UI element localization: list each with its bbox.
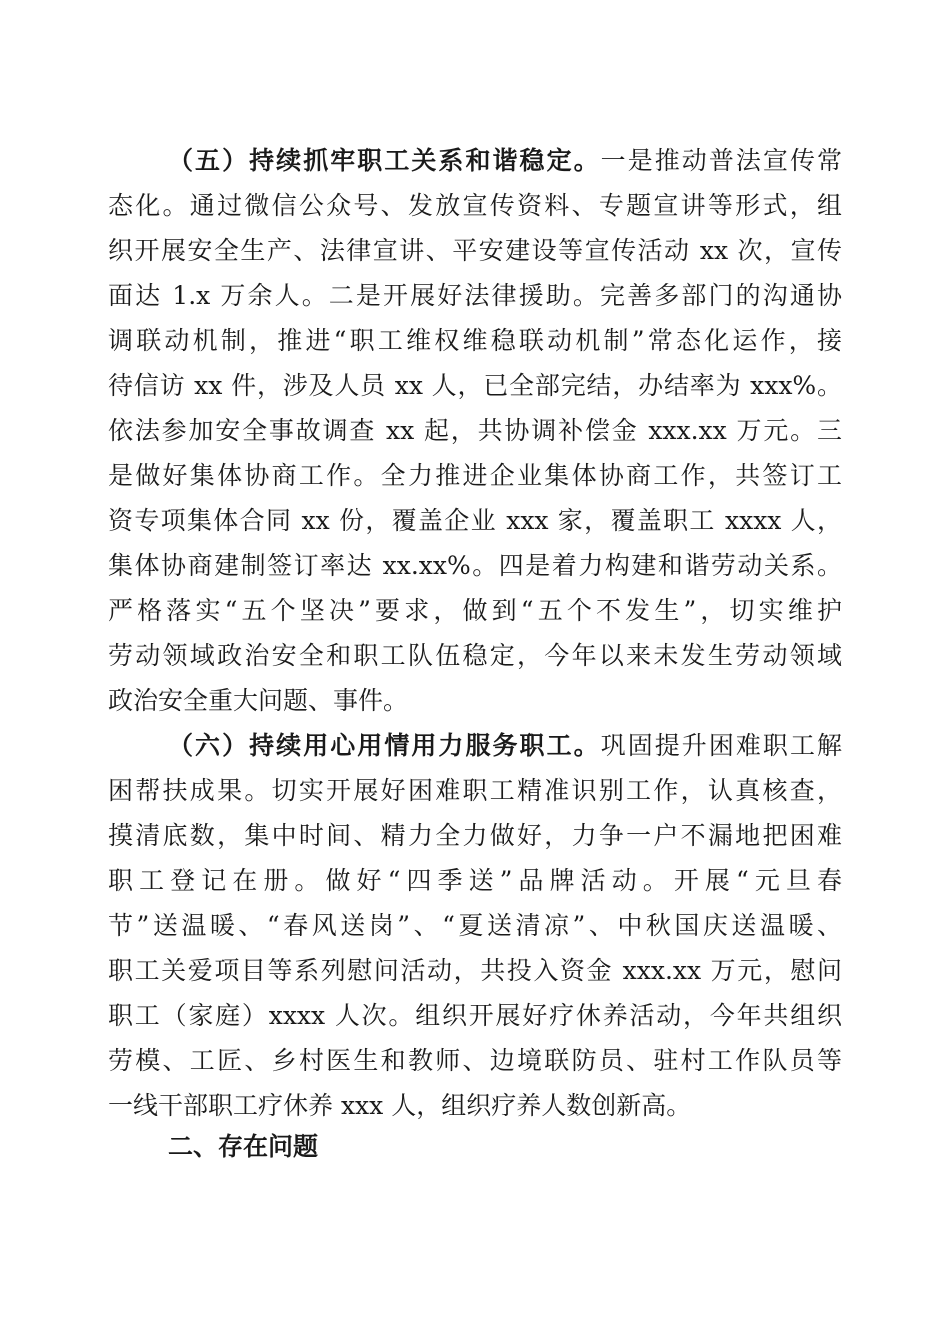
section-6-line-7: 职工（家庭）xxxx 人次。组织开展好疗休养活动，今年共组织 [108,1001,842,1030]
section-5-line-11: 严格落实“五个坚决”要求，做到“五个不发生”，切实维护 [108,596,842,625]
section-5-line-13: 政治安全重大问题、事件。 [108,686,409,715]
section-5-line-6: 待信访 xx 件，涉及人员 xx 人，已全部完结，办结率为 xxx%。 [108,371,842,400]
section-6-line-2: 困帮扶成果。切实开展好困难职工精准识别工作，认真核查， [108,776,842,805]
section-6-heading: （六）持续用心用情用力服务职工。 [168,731,601,760]
section-5-line-12: 劳动领域政治安全和职工队伍稳定，今年以来未发生劳动领域 [108,641,842,670]
section-6-line-1: （六）持续用心用情用力服务职工。巩固提升困难职工解 [168,731,842,760]
section-5-line-3: 织开展安全生产、法律宣讲、平安建设等宣传活动 xx 次，宣传 [108,236,842,265]
section-5-line-4: 面达 1.x 万余人。二是开展好法律援助。完善多部门的沟通协 [108,281,842,310]
section-5-line-8: 是做好集体协商工作。全力推进企业集体协商工作，共签订工 [108,461,842,490]
section-5-heading: （五）持续抓牢职工关系和谐稳定。 [168,146,601,175]
section-5-line-5: 调联动机制，推进“职工维权维稳联动机制”常态化运作，接 [108,326,842,355]
section-5-line-9: 资专项集体合同 xx 份，覆盖企业 xxx 家，覆盖职工 xxxx 人， [108,506,842,535]
section-6-line-8: 劳模、工匠、乡村医生和教师、边境联防员、驻村工作队员等 [108,1046,842,1075]
section-5-line-7: 依法参加安全事故调查 xx 起，共协调补偿金 xxx.xx 万元。三 [108,416,842,445]
section-5-line-10: 集体协商建制签订率达 xx.xx%。四是着力构建和谐劳动关系。 [108,551,842,580]
section-heading-problems: 二、存在问题 [168,1132,319,1161]
section-6-line-4: 职工登记在册。做好“四季送”品牌活动。开展“元旦春 [108,866,842,895]
section-6-line-9: 一线干部职工疗休养 xxx 人，组织疗养人数创新高。 [108,1091,692,1120]
section-6-line-3: 摸清底数，集中时间、精力全力做好，力争一户不漏地把困难 [108,821,842,850]
section-6-line-6: 职工关爱项目等系列慰问活动，共投入资金 xxx.xx 万元，慰问 [108,956,842,985]
section-5-line-1: （五）持续抓牢职工关系和谐稳定。一是推动普法宣传常 [168,146,842,175]
section-6-line-5: 节”送温暖、“春风送岗”、“夏送清凉”、中秋国庆送温暖、 [108,911,842,940]
section-5-line-2: 态化。通过微信公众号、发放宣传资料、专题宣讲等形式，组 [108,191,842,220]
